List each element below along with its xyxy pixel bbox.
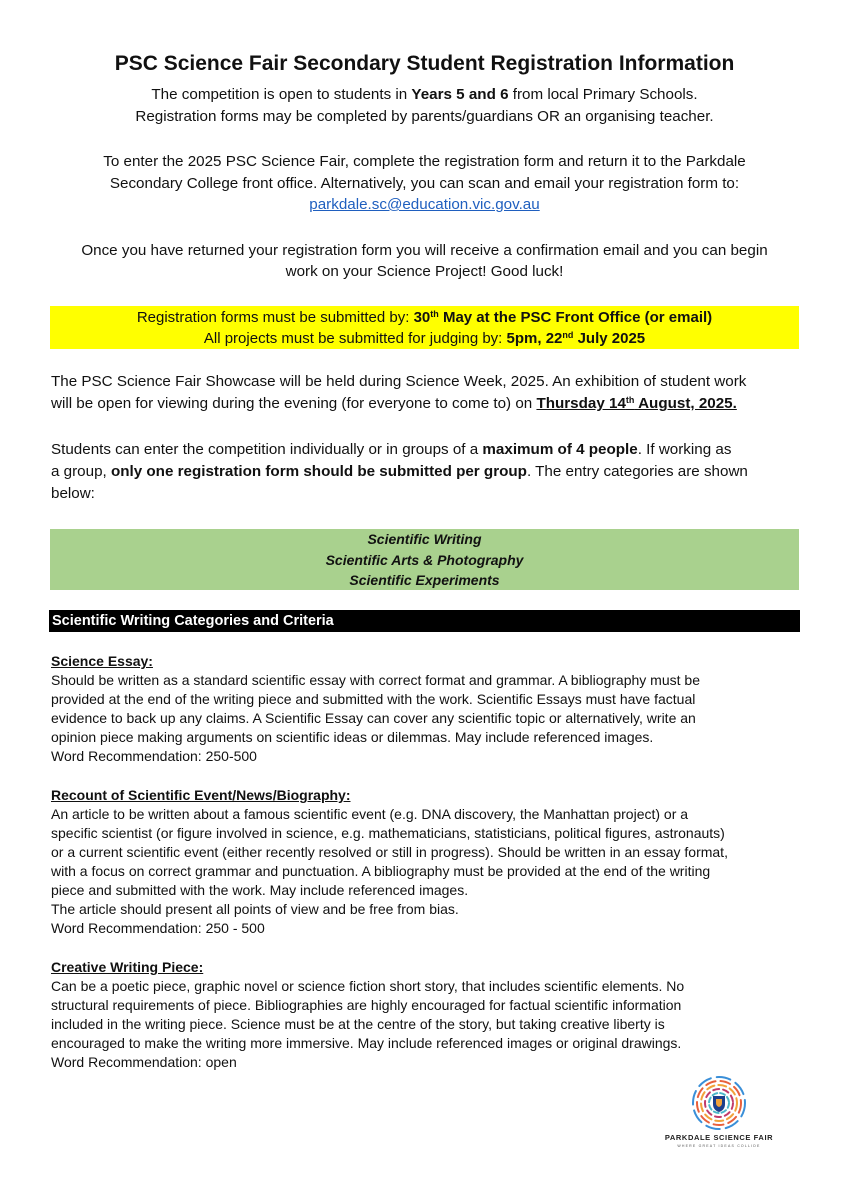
category-item: Scientific Writing	[367, 531, 482, 547]
logo-tagline: WHERE GREAT IDEAS COLLIDE	[677, 1144, 761, 1148]
entry-line-2: Secondary College front office. Alternatively, you can scan and email your registration form to:	[109, 174, 740, 192]
logo-name: PARKDALE SCIENCE FAIR	[664, 1133, 774, 1142]
science-essay-section: Science Essay: Should be written as a standard scientific essay with correct format and grammar. A bibliography must be provided at the end of the writing piece and submitted with the work. Scientific Essays must have factual evidence to back up any claims. A Scientific Essay can cover any scientific topic or alternatively, write an opinion piece making arguments on scientific ideas or dilemmas. May include referenced images. Word Recommendation: 250-500	[51, 652, 799, 766]
groups-paragraph: Students can enter the competition individually or in groups of a maximum of 4 people. If working as a group, only one registration form should be submitted per group. The entry categories are shown below:	[51, 441, 748, 502]
section-header: Scientific Writing Categories and Criteria	[49, 610, 800, 632]
showcase-paragraph: The PSC Science Fair Showcase will be held during Science Week, 2025. An exhibition of student work will be open for viewing during the evening (for everyone to come to) on Thursday 14th August, 2025.	[51, 373, 747, 412]
categories-box	[50, 529, 799, 590]
confirmation-line-1: Once you have returned your registration form you will receive a confirmation email and you can begin	[81, 241, 768, 259]
intro-line-2: Registration forms may be completed by parents/guardians OR an organising teacher.	[135, 107, 714, 125]
intro-block	[40, 84, 809, 283]
deadlines-banner	[50, 306, 799, 349]
registration-deadline: Registration forms must be submitted by: 30th May at the PSC Front Office (or email)	[136, 309, 713, 326]
section-heading: Science Essay:	[51, 653, 153, 669]
email-link[interactable]: parkdale.sc@education.vic.gov.au	[309, 196, 540, 213]
project-deadline: All projects must be submitted for judging by: 5pm, 22nd July 2025	[203, 330, 646, 347]
intro-line-1: The competition is open to students in Years 5 and 6 from local Primary Schools.	[151, 86, 698, 103]
category-item: Scientific Experiments	[349, 572, 500, 588]
section-heading: Creative Writing Piece:	[51, 959, 204, 975]
science-fair-logo-icon	[662, 1075, 777, 1165]
entry-line-1: To enter the 2025 PSC Science Fair, complete the registration form and return it to the Parkdale	[103, 153, 746, 170]
page-title: PSC Science Fair Secondary Student Registration Information	[114, 52, 735, 75]
recount-section: Recount of Scientific Event/News/Biography: An article to be written about a famous scientific event (e.g. DNA discovery, the Manhattan project) or a specific scientist (or figure involved in science, e.g. mathematicians, statisticians, political figures, astronauts) or a current scientific event (either recently resolved or still in progress). Should be written in an essay format, with a focus on correct grammar and punctuation. A bibliography must be provided at the end of the writing piece and submitted with the work. May include referenced images. The article should present all points of view and be free from bias. Word Recommendation: 250 - 500	[51, 786, 799, 938]
creative-writing-section: Creative Writing Piece: Can be a poetic piece, graphic novel or science fiction short story, that includes scientific elements. No structural requirements of piece. Bibliographies are highly encouraged for factual scientific information included in the writing piece. Science must be at the centre of the story, but taking creative liberty is encouraged to make the writing more immersive. May include referenced images or original drawings. Word Recommendation: open	[51, 958, 799, 1072]
category-item: Scientific Arts & Photography	[325, 551, 524, 568]
confirmation-line-2: work on your Science Project! Good luck!	[285, 263, 564, 280]
section-heading: Recount of Scientific Event/News/Biography:	[51, 787, 351, 803]
